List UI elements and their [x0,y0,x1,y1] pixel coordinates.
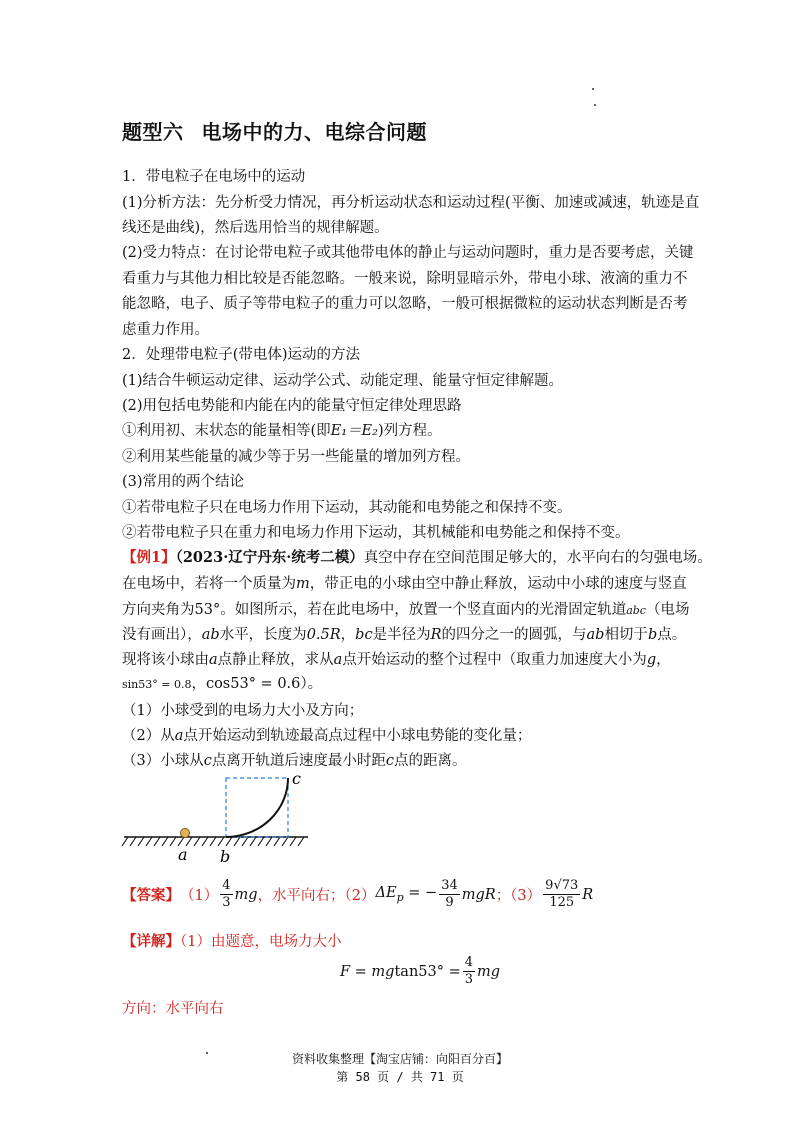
para-line: (3)常用的两个结论 [122,474,245,490]
para-line: ①若带电粒子只在电场力作用下运动，其动能和电势能之和保持不变。 [122,500,572,516]
para-line: 看重力与其他力相比较是否能忽略。一般来说，除明显暗示外，带电小球、液滴的重力不 [122,271,688,287]
para-line: ①利用初、末状态的能量相等(即E₁＝E₂)列方程。 [122,423,442,439]
detail-line: 【详解】（1）由题意，电场力大小 [122,933,342,950]
para-line: ②若带电粒子只在重力和电场力作用下运动，其机械能和电势能之和保持不变。 [122,525,630,541]
para-line: (2)用包括电势能和内能在内的能量守恒定律处理思路 [122,398,462,414]
ball [181,829,190,838]
para-line: (2)受力特点：在讨论带电粒子或其他带电体的静止与运动问题时，重力是否要考虑，关键 [122,245,694,261]
para-line: 线还是曲线)，然后选用恰当的规律解题。 [122,220,389,236]
para-line: (1)结合牛顿运动定律、运动学公式、动能定理、能量守恒定律解题。 [122,373,564,389]
answer-tag: 【答案】 [122,887,180,904]
track-diagram [120,770,320,866]
energy-equation: E₁＝E₂ [330,423,378,439]
label-b: b [220,847,231,866]
ground-hatching [122,837,304,846]
example-tag: 【例1】 [122,549,176,566]
title-part2: 电场中的力、电综合问题 [201,120,427,144]
subquestion-2: （2）从a点开始运动到轨迹最高点过程中小球电势能的变化量； [122,728,532,744]
title-part1: 题型六 [122,120,184,144]
example-line: sin53° = 0.8，cos53° = 0.6）。 [122,676,323,692]
label-a: a [178,845,188,864]
detail-tag: 【详解】 [122,933,180,950]
section1-heading: 1．带电粒子在电场中的运动 [122,169,306,185]
subquestion-3: （3）小球从c点离开轨道后速度最小时距c点的距离。 [122,753,467,769]
footer-page-number: 第 58 页 / 共 71 页 [336,1070,464,1084]
para-line: ②利用某些能量的减少等于另一些能量的增加列方程。 [122,449,470,465]
para-line: (1)分析方法：先分析受力情况，再分析运动状态和运动过程(平衡、加速或减速，轨迹是直 [122,195,700,211]
example-line: 现将该小球由a点静止释放，求从a点开始运动的整个过程中（取重力加速度大小为g， [122,652,671,668]
direction-line: 方向：水平向右 [122,1001,224,1017]
example-line: 方向夹角为53°。如图所示，若在此电场中，放置一个竖直面内的光滑固定轨道abc（电场 [122,602,690,618]
arc-track [226,778,288,837]
para-line: 虑重力作用。 [122,322,209,338]
force-equation: F = mg tan53° = $\frac{4}{3}$ mg [340,955,501,987]
speck [594,104,596,106]
subquestion-1: （1）小球受到的电场力大小及方向； [122,703,364,719]
para-line: 能忽略，电子、质子等带电粒子的重力可以忽略，一般可根据微粒的运动状态判断是否考 [122,296,688,312]
section2-heading: 2．处理带电粒子(带电体)运动的方法 [122,347,361,363]
example-line: 没有画出），ab水平，长度为0.5R，bc是半径为R的四分之一的圆弧，与ab相切于b点。 [122,627,687,643]
speck [592,88,594,90]
label-c: c [292,770,301,788]
example-source: （2023·辽宁丹东·统考二模） [175,549,364,566]
example-line: 在电场中，若将一个质量为m，带正电的小球由空中静止释放，运动中小球的速度与竖直 [122,576,687,592]
example-line: 【例1】（2023·辽宁丹东·统考二模）真空中存在空间范围足够大的，水平向右的匀强电场。 [122,549,712,566]
answer-line: 【答案】 （1） $\frac{4}{3}$ mg ，水平向右；（2） $\Delta E_p$ = − $\frac{34}{9}$ mgR ；（3） $\frac{9√73}{125}$ R [122,878,594,910]
page-title [122,116,427,145]
footer-source: 资料收集整理【淘宝店铺：向阳百分百】 [291,1052,508,1066]
